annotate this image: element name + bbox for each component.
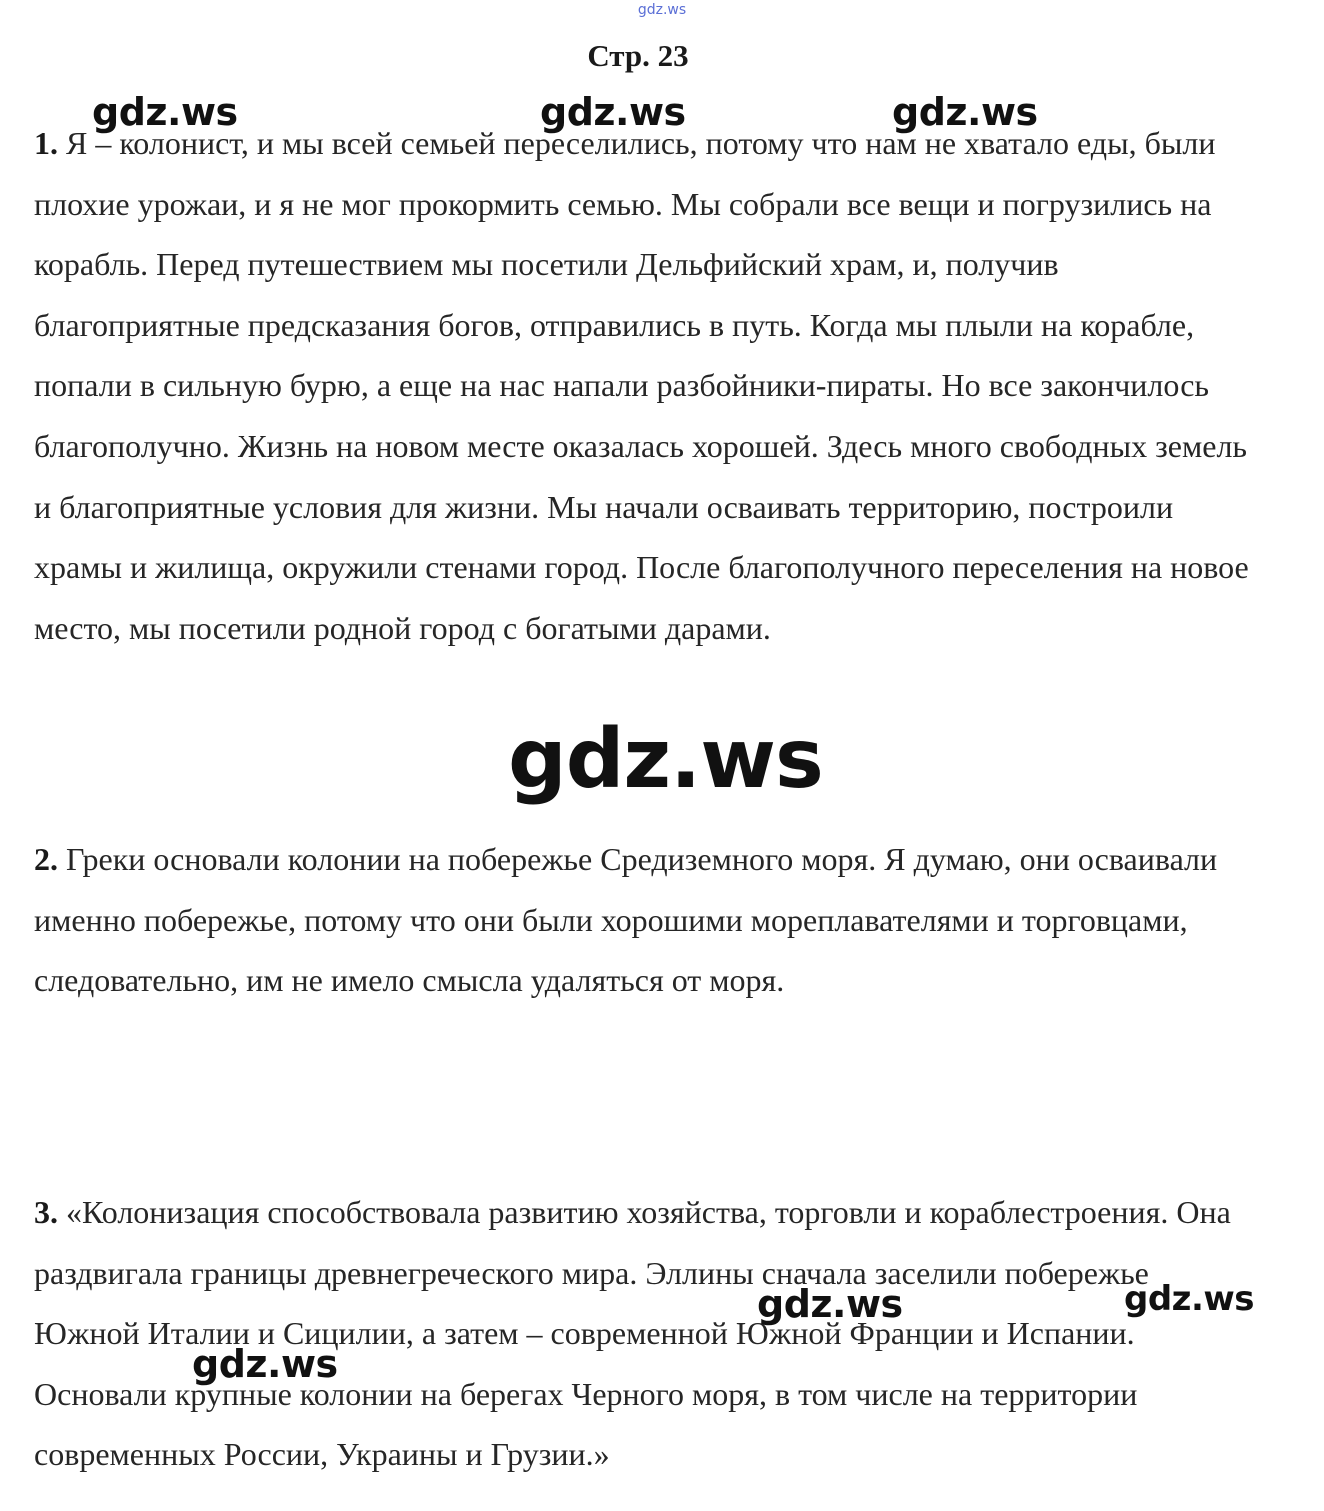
answer-2: [34, 829, 1249, 1011]
watermark-large: gdz.ws: [508, 712, 823, 807]
answer-3-number: 3.: [34, 1194, 58, 1230]
watermark: gdz.ws: [892, 90, 1038, 134]
watermark: gdz.ws: [1124, 1279, 1255, 1319]
watermark: gdz.ws: [540, 90, 686, 134]
top-watermark: gdz.ws: [637, 2, 687, 18]
answer-2-text: Греки основали колонии на побережье Средиземного моря. Я думаю, они осваивали именно побережье, потому что они были хорошими мореплавателями и торговцами, следовательно, им не имело смысла удаляться от моря.: [34, 841, 1218, 999]
answer-3-text: «Колонизация способствовала развитию хозяйства, торговли и кораблестроения. Она раздвигала границы древнегреческого мира. Эллины сначала заселили побережье Южной Италии и Сицилии, а затем – современной Южной Франции и Испании. Основали крупные колонии на берегах Черного моря, в том числе на территории современных России, Украины и Грузии.»: [34, 1194, 1231, 1473]
answer-1-text: Я – колонист, и мы всей семьей переселились, потому что нам не хватало еды, были плохие урожаи, и я не мог прокормить семью. Мы собрали все вещи и погрузились на корабль. Перед путешествием мы посетили Дельфийский храм, и, получив благоприятные предсказания богов, отправились в путь. Когда мы плыли на корабле, попали в сильную бурю, а еще на нас напали разбойники-пираты. Но все закончилось благополучно. Жизнь на новом месте оказалась хорошей. Здесь много свободных земель и благоприятные условия для жизни. Мы начали осваивать территорию, построили храмы и жилища, окружили стенами город. После благополучного переселения на новое место, мы посетили родной город с богатыми дарами.: [34, 125, 1249, 646]
answer-1: [34, 113, 1249, 658]
answer-3: [34, 1182, 1249, 1485]
watermark: gdz.ws: [92, 90, 238, 134]
answer-1-number: 1.: [34, 125, 58, 161]
page-title: Стр. 23: [587, 38, 689, 73]
watermark: gdz.ws: [757, 1282, 903, 1326]
answer-2-number: 2.: [34, 841, 58, 877]
watermark: gdz.ws: [192, 1342, 338, 1386]
